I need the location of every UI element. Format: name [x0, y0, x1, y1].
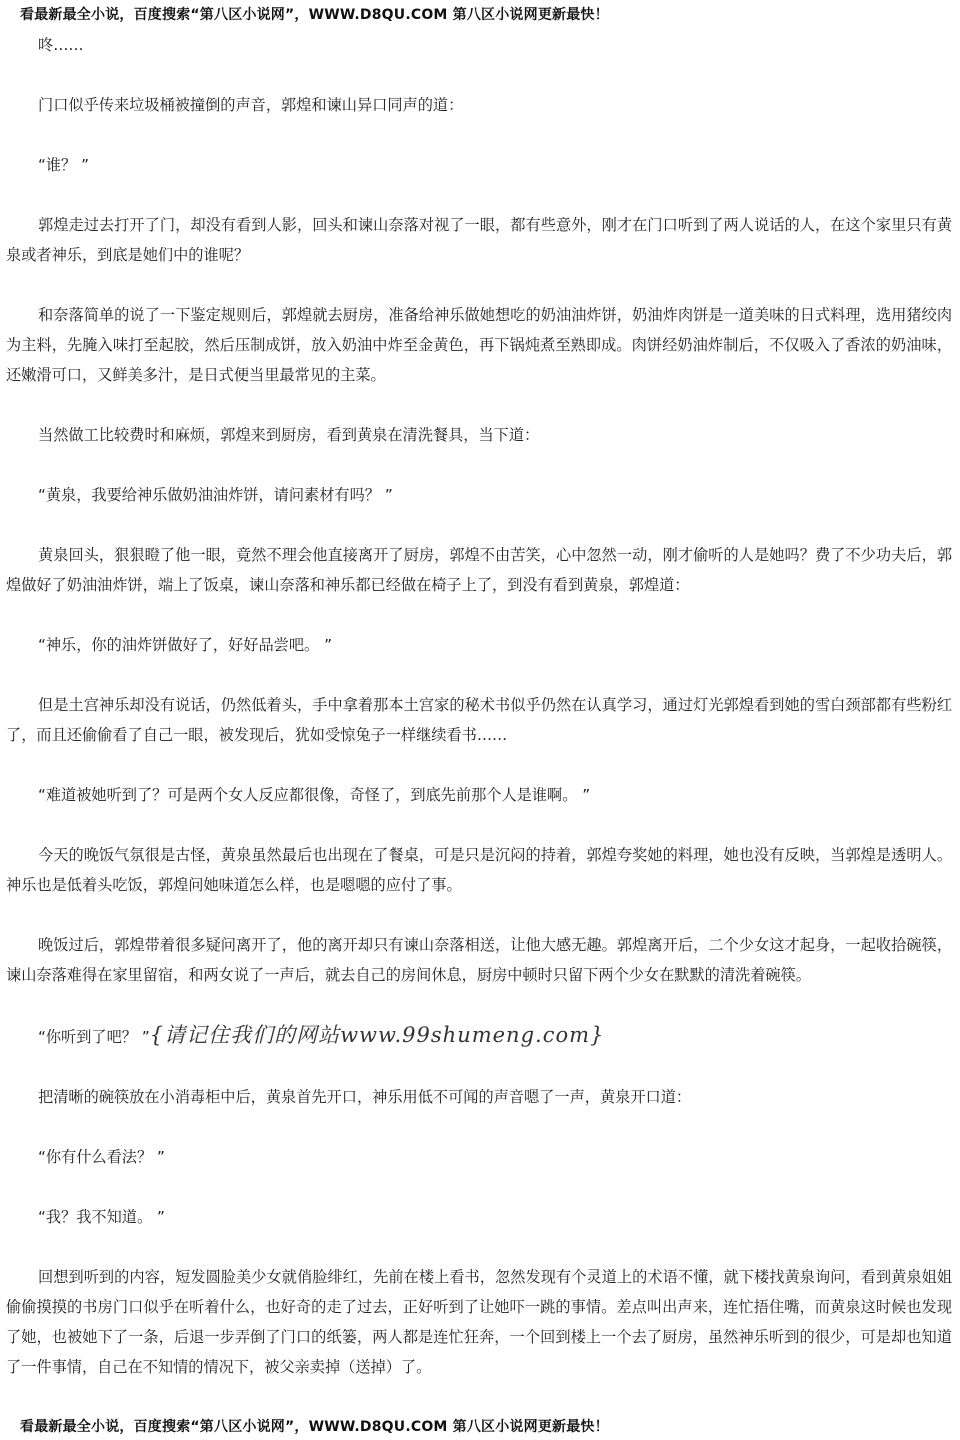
- paragraph: 回想到听到的内容，短发圆脸美少女就俏脸绯红，先前在楼上看书，忽然发现有个灵道上的术语不懂，就下楼找黄泉询问，看到黄泉姐姐偷偷摸摸的书房门口似乎在听着什么，也好奇的走了过去，正好听到了让她吓一跳的事情。差点叫出声来，连忙捂住嘴，而黄泉这时候也发现了她，也被她下了一条，后退一步弄倒了门口的纸篓，两人都是连忙狂奔，一个回到楼上一个去了厨房，虽然神乐听到的很少，可是却也知道了一件事情，自己在不知情的情况下，被父亲卖掉（送掉）了。: [6, 1268, 952, 1376]
- paragraph: 郭煌走过去打开了门，却没有看到人影，回头和谏山奈落对视了一眼，都有些意外，刚才在门口听到了两人说话的人，在这个家里只有黄泉或者神乐，到底是她们中的谁呢？: [6, 216, 952, 264]
- paragraph: 当然做工比较费时和麻烦，郭煌来到厨房，看到黄泉在清洗餐具，当下道：: [38, 426, 540, 444]
- paragraph: 和奈落简单的说了一下鉴定规则后，郭煌就去厨房，准备给神乐做她想吃的奶油油炸饼，奶油炸肉饼是一道美味的日式料理，选用猪绞肉为主料，先腌入味打至起胶，然后压制成饼，放入奶油中炸至金黄色，再下锅炖煮至熟即成。肉饼经奶油炸制后，不仅吸入了香浓的奶油味，还嫩滑可口，又鲜美多汁，是日式便当里最常见的主菜。: [6, 306, 952, 384]
- paragraph: 咚……: [38, 36, 84, 54]
- site-banner-top: 看最新最全小说，百度搜索“第八区小说网”，WWW.D8QU.COM 第八区小说网更新最快！: [20, 7, 609, 23]
- paragraph: “我？我不知道。 ”: [38, 1208, 165, 1226]
- paragraph: “神乐，你的油炸饼做好了，好好品尝吧。 ”: [38, 636, 332, 654]
- paragraph: 晚饭过后，郭煌带着很多疑问离开了，他的离开却只有谏山奈落相送，让他大感无趣。郭煌离开后，二个少女这才起身，一起收拾碗筷，谏山奈落难得在家里留宿，和两女说了一声后，就去自己的房间休息，厨房中顿时只留下两个少女在默默的清洗着碗筷。: [6, 936, 952, 984]
- paragraph: 黄泉回头，狠狠瞪了他一眼，竟然不理会他直接离开了厨房，郭煌不由苦笑，心中忽然一动，刚才偷听的人是她吗？费了不少功夫后，郭煌做好了奶油油炸饼，端上了饭桌，谏山奈落和神乐都已经做在椅子上了，到没有看到黄泉，郭煌道：: [6, 546, 952, 594]
- paragraph: “你有什么看法？ ”: [38, 1148, 165, 1166]
- paragraph: 把清晰的碗筷放在小消毒柜中后，黄泉首先开口，神乐用低不可闻的声音嗯了一声，黄泉开口道：: [38, 1088, 692, 1106]
- chapter-body: [0, 30, 960, 1382]
- paragraph: “黄泉，我要给神乐做奶油油炸饼，请问素材有吗？ ”: [38, 486, 393, 504]
- quote-line: [6, 1020, 952, 1052]
- handwritten-watermark: {请记住我们的网站www.99shumeng.com}: [149, 1023, 605, 1047]
- paragraph: “难道被她听到了？可是两个女人反应都很像，奇怪了，到底先前那个人是谁啊。 ”: [38, 786, 591, 804]
- site-banner-bottom: 看最新最全小说，百度搜索“第八区小说网”，WWW.D8QU.COM 第八区小说网更新最快！: [20, 1419, 609, 1435]
- paragraph: 但是土宫神乐却没有说话，仍然低着头，手中拿着那本土宫家的秘术书似乎仍然在认真学习，通过灯光郭煌看到她的雪白颈部都有些粉红了，而且还偷偷看了自己一眼，被发现后，犹如受惊兔子一样继续看书……: [6, 696, 952, 744]
- paragraph: 今天的晚饭气氛很是古怪，黄泉虽然最后也出现在了餐桌，可是只是沉闷的持着，郭煌夸奖她的料理，她也没有反映，当郭煌是透明人。神乐也是低着头吃饭，郭煌问她味道怎么样，也是嗯嗯的应付了事。: [6, 846, 952, 894]
- speech: “你听到了吧？ ”: [38, 1028, 150, 1046]
- paragraph: 门口似乎传来垃圾桶被撞倒的声音，郭煌和谏山异口同声的道：: [38, 96, 464, 114]
- paragraph: “谁？ ”: [38, 156, 89, 174]
